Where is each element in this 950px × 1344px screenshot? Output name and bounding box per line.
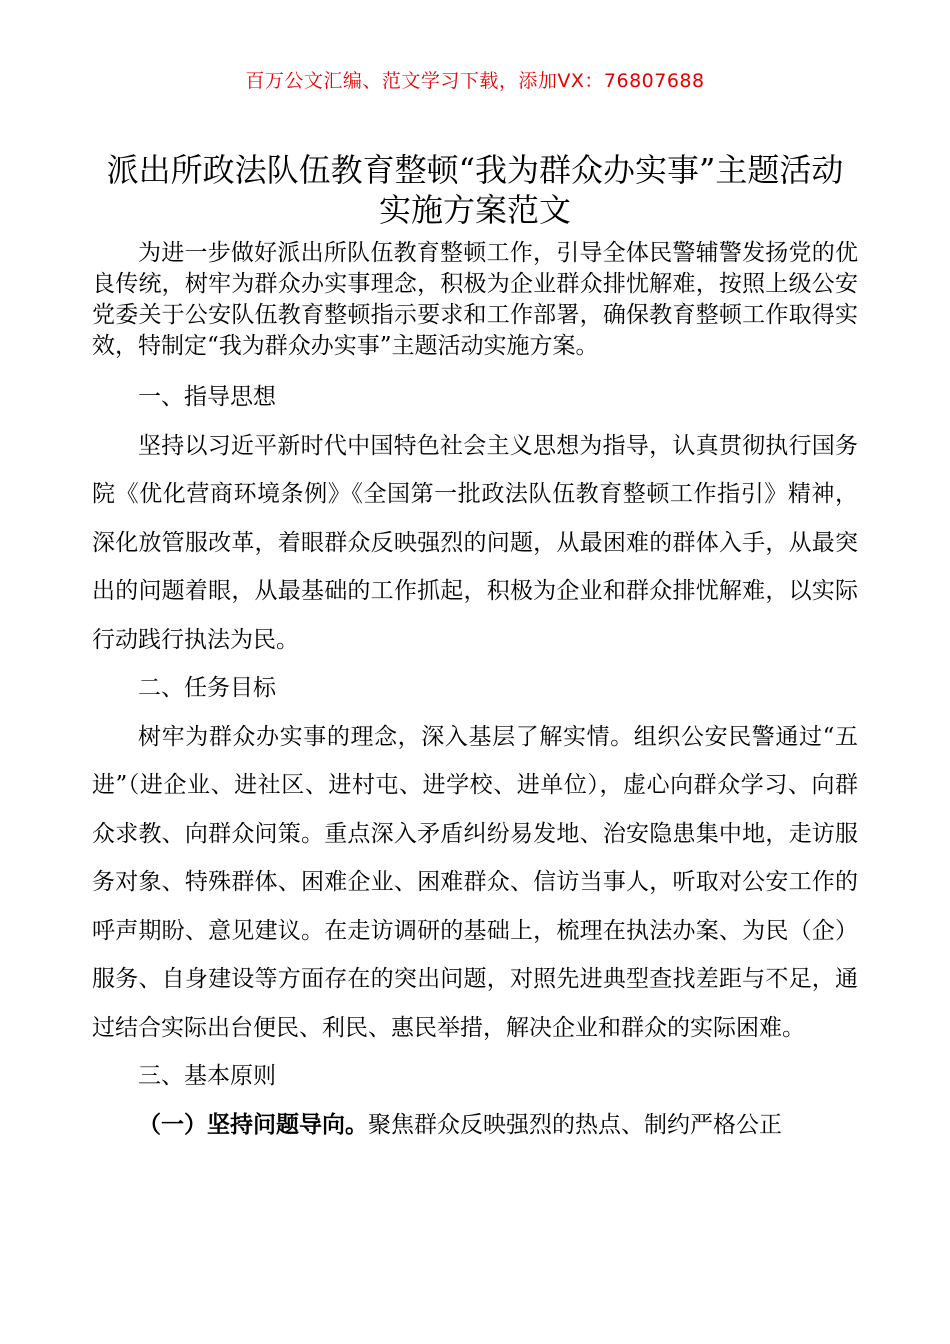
section-body-guiding-thought: 坚持以习近平新时代中国特色社会主义思想为指导，认真贯彻执行国务院《优化营商环境条例》《全国第一批政法队伍教育整顿工作指引》精神，深化放管服改革，着眼群众反映强烈的问题，从最困难的群体入手，从最突出的问题着眼，从最基础的工作抓起，积极为企业和群众排忧解难，以实际行动践行执法为民。 (92, 432, 858, 653)
section-heading-task-goals: 二、任务目标 (138, 675, 276, 701)
section-body-task-goals: 树牢为群众办实事的理念，深入基层了解实情。组织公安民警通过“五进”（进企业、进社区、进村屯、进学校、进单位），虚心向群众学习、向群众求教、向群众问策。重点深入矛盾纠纷易发地、治安隐患集中地，走访服务对象、特殊群体、困难企业、困难群众、信访当事人，听取对公安工作的呼声期盼、意见建议。在走访调研的基础上，梳理在执法办案、为民（企）服务、自身建设等方面存在的突出问题，对照先进典型查找差距与不足，通过结合实际出台便民、利民、惠民举措，解决企业和群众的实际困难。 (92, 723, 858, 1041)
section-heading-basic-principles: 三、基本原则 (138, 1063, 276, 1089)
intro-paragraph: 为进一步做好派出所队伍教育整顿工作，引导全体民警辅警发扬党的优良传统，树牢为群众办实事理念，积极为企业群众排忧解难，按照上级公安党委关于公安队伍教育整顿指示要求和工作部署，确保教育整顿工作取得实效，特制定“我为群众办实事”主题活动实施方案。 (92, 240, 858, 359)
sections (92, 373, 858, 1149)
document-title: 派出所政法队伍教育整顿“我为群众办实事”主题活动实施方案范文 (106, 151, 844, 229)
intro-section (92, 238, 858, 362)
section-heading-guiding-thought: 一、指导思想 (138, 384, 276, 410)
download-banner: 百万公文汇编、范文学习下载，添加VX：76807688 (245, 70, 705, 92)
principle-label: （一）坚持问题导向。 (138, 1110, 368, 1138)
principle-paragraph (92, 1101, 858, 1150)
document-body (92, 238, 858, 1149)
principle-text: 聚焦群众反映强烈的热点、制约严格公正 (368, 1111, 782, 1138)
